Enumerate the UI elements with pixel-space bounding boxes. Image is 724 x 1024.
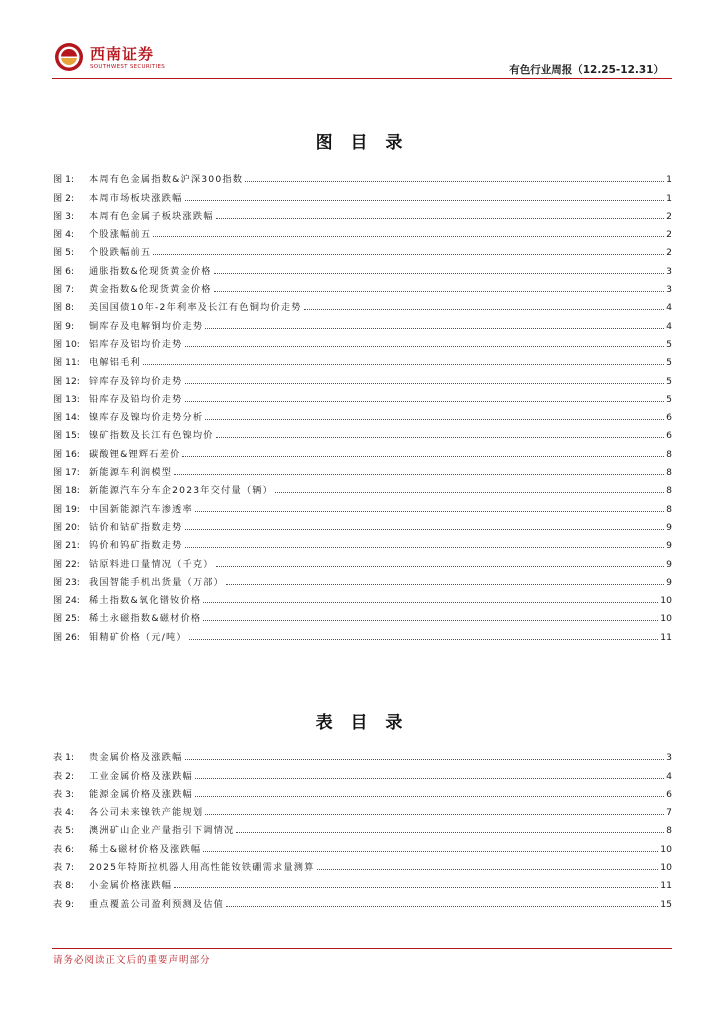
toc-entry[interactable] — [53, 763, 672, 781]
toc-entry-page: 6 — [666, 788, 672, 800]
toc-entry-text: 稀土指数&氧化镨钕价格 — [89, 595, 202, 607]
toc-entry[interactable] — [53, 855, 672, 873]
toc-entry-label: 图 3: — [53, 210, 75, 222]
toc-leader-dots — [203, 620, 658, 621]
toc-leader-dots — [185, 547, 665, 548]
toc-entry-page: 4 — [666, 770, 672, 782]
toc-entry-page: 10 — [660, 843, 672, 855]
toc-entry-text: 本周市场板块涨跌幅 — [89, 192, 183, 204]
header-divider — [52, 78, 672, 79]
tables-toc-title: 表 目 录 — [315, 713, 409, 733]
report-title: 有色行业周报（12.25-12.31） — [509, 64, 664, 76]
toc-leader-dots — [195, 778, 664, 779]
footer-divider — [52, 948, 672, 949]
toc-entry-text: 铜库存及电解铜均价走势 — [89, 320, 204, 332]
toc-entry-page: 9 — [666, 576, 672, 588]
toc-entry-label: 图 6: — [53, 265, 75, 277]
toc-entry[interactable] — [53, 240, 672, 258]
toc-entry-label: 图 7: — [53, 284, 75, 296]
toc-entry-label: 图 15: — [53, 430, 80, 442]
toc-leader-dots — [185, 401, 665, 402]
toc-entry[interactable] — [53, 423, 672, 441]
toc-entry[interactable] — [53, 496, 672, 514]
toc-entry-page: 9 — [666, 521, 672, 533]
toc-entry-label: 图 23: — [53, 576, 80, 588]
toc-entry-page: 5 — [666, 357, 672, 369]
toc-entry-label: 表 2: — [53, 770, 75, 782]
toc-entry-page: 2 — [666, 210, 672, 222]
toc-entry-label: 表 4: — [53, 807, 75, 819]
toc-entry-page: 8 — [666, 485, 672, 497]
toc-leader-dots — [185, 346, 665, 347]
toc-entry[interactable] — [53, 295, 672, 313]
toc-entry-page: 3 — [666, 265, 672, 277]
toc-entry[interactable] — [53, 606, 672, 624]
toc-entry-page: 9 — [666, 540, 672, 552]
toc-entry-page: 8 — [666, 448, 672, 460]
toc-entry[interactable] — [53, 588, 672, 606]
toc-leader-dots — [216, 218, 664, 219]
toc-entry-page: 1 — [666, 174, 672, 186]
toc-entry[interactable] — [53, 185, 672, 203]
toc-entry-page: 4 — [666, 302, 672, 314]
toc-entry-label: 表 9: — [53, 898, 75, 910]
toc-entry-text: 镍矿指数及长江有色镍均价 — [89, 430, 214, 442]
toc-entry-page: 2 — [666, 247, 672, 259]
toc-entry-label: 图 22: — [53, 558, 80, 570]
toc-leader-dots — [185, 383, 665, 384]
toc-entry[interactable] — [53, 836, 672, 854]
toc-entry-label: 表 7: — [53, 862, 75, 874]
toc-leader-dots — [245, 181, 664, 182]
toc-entry-text: 2025年特斯拉机器人用高性能钕铁硼需求量测算 — [89, 862, 315, 874]
toc-entry[interactable] — [53, 891, 672, 909]
toc-leader-dots — [214, 291, 665, 292]
toc-entry[interactable] — [53, 818, 672, 836]
toc-leader-dots — [185, 529, 665, 530]
toc-entry[interactable] — [53, 873, 672, 891]
toc-entry-label: 图 5: — [53, 247, 75, 259]
toc-entry[interactable] — [53, 533, 672, 551]
toc-entry-text: 钨价和钨矿指数走势 — [89, 540, 183, 552]
toc-entry-text: 黄金指数&伦现货黄金价格 — [89, 284, 212, 296]
toc-leader-dots — [143, 364, 664, 365]
brand-name: 西南证券 — [90, 45, 155, 63]
toc-leader-dots — [216, 566, 664, 567]
toc-entry-label: 图 25: — [53, 613, 80, 625]
toc-leader-dots — [174, 474, 664, 475]
toc-entry[interactable] — [53, 387, 672, 405]
toc-entry-page: 5 — [666, 393, 672, 405]
toc-entry-text: 个股跌幅前五 — [89, 247, 152, 259]
toc-entry-label: 图 13: — [53, 393, 80, 405]
toc-entry-text: 本周有色金属子板块涨跌幅 — [89, 210, 214, 222]
toc-entry[interactable] — [53, 570, 672, 588]
toc-entry-label: 图 24: — [53, 595, 80, 607]
toc-entry-page: 11 — [660, 631, 672, 643]
toc-entry-text: 通胀指数&伦现货黄金价格 — [89, 265, 212, 277]
toc-leader-dots — [214, 273, 665, 274]
toc-entry-label: 表 3: — [53, 788, 75, 800]
toc-entry-text: 锌库存及锌均价走势 — [89, 375, 183, 387]
toc-leader-dots — [236, 832, 664, 833]
toc-entry-text: 各公司未来镍铁产能规划 — [89, 807, 204, 819]
toc-entry-page: 4 — [666, 320, 672, 332]
toc-entry-label: 图 14: — [53, 412, 80, 424]
toc-entry-text: 贵金属价格及涨跌幅 — [89, 752, 183, 764]
toc-entry-label: 图 18: — [53, 485, 80, 497]
toc-entry[interactable] — [53, 624, 672, 642]
toc-entry[interactable] — [53, 441, 672, 459]
toc-entry-label: 图 12: — [53, 375, 80, 387]
toc-entry[interactable] — [53, 204, 672, 222]
toc-entry-text: 本周有色金属指数&沪深300指数 — [89, 174, 244, 186]
toc-entry[interactable] — [53, 277, 672, 295]
toc-entry[interactable] — [53, 313, 672, 331]
toc-entry-page: 9 — [666, 558, 672, 570]
toc-entry-text: 铝库存及铝均价走势 — [89, 338, 183, 350]
toc-entry-page: 15 — [660, 898, 672, 910]
toc-entry-page: 3 — [666, 752, 672, 764]
toc-entry-page: 3 — [666, 284, 672, 296]
toc-entry[interactable] — [53, 551, 672, 569]
toc-entry-label: 图 19: — [53, 503, 80, 515]
toc-leader-dots — [203, 851, 658, 852]
toc-entry-label: 图 11: — [53, 357, 80, 369]
toc-leader-dots — [182, 456, 664, 457]
toc-entry-text: 钼精矿价格（元/吨） — [89, 631, 187, 643]
toc-entry-label: 表 8: — [53, 880, 75, 892]
tables-toc-list — [53, 745, 672, 910]
toc-leader-dots — [205, 814, 664, 815]
toc-entry-text: 小金属价格涨跌幅 — [89, 880, 173, 892]
toc-entry-label: 图 4: — [53, 229, 75, 241]
toc-entry-page: 8 — [666, 467, 672, 479]
toc-entry-label: 图 26: — [53, 631, 80, 643]
toc-entry-label: 图 21: — [53, 540, 80, 552]
toc-entry[interactable] — [53, 800, 672, 818]
toc-leader-dots — [185, 759, 665, 760]
toc-entry-text: 我国智能手机出货量（万部） — [89, 576, 225, 588]
toc-leader-dots — [174, 887, 658, 888]
toc-entry-page: 8 — [666, 503, 672, 515]
footer-disclaimer-note: 请务必阅读正文后的重要声明部分 — [53, 955, 211, 966]
toc-entry-text: 中国新能源汽车渗透率 — [89, 503, 193, 515]
toc-entry-label: 图 2: — [53, 192, 75, 204]
toc-entry-page: 10 — [660, 862, 672, 874]
toc-entry[interactable] — [53, 460, 672, 478]
toc-entry-text: 新能源汽车分车企2023年交付量（辆） — [89, 485, 273, 497]
toc-leader-dots — [304, 309, 665, 310]
toc-leader-dots — [195, 511, 664, 512]
toc-entry[interactable] — [53, 350, 672, 368]
toc-leader-dots — [216, 437, 664, 438]
toc-entry-label: 图 10: — [53, 338, 80, 350]
toc-leader-dots — [189, 639, 659, 640]
toc-entry-page: 5 — [666, 338, 672, 350]
toc-entry-page: 2 — [666, 229, 672, 241]
toc-entry-text: 工业金属价格及涨跌幅 — [89, 770, 193, 782]
toc-leader-dots — [275, 492, 664, 493]
toc-entry-text: 电解铝毛利 — [89, 357, 141, 369]
toc-entry-page: 5 — [666, 375, 672, 387]
page-header — [52, 40, 672, 80]
toc-entry[interactable] — [53, 478, 672, 496]
toc-entry-text: 钴原料进口量情况（千克） — [89, 558, 214, 570]
toc-entry-page: 6 — [666, 412, 672, 424]
toc-entry-text: 新能源车利润模型 — [89, 467, 173, 479]
toc-entry[interactable] — [53, 258, 672, 276]
toc-leader-dots — [226, 584, 664, 585]
toc-entry-label: 表 6: — [53, 843, 75, 855]
toc-entry[interactable] — [53, 222, 672, 240]
toc-leader-dots — [153, 236, 664, 237]
toc-entry-label: 表 5: — [53, 825, 75, 837]
figures-toc-title: 图 目 录 — [315, 133, 409, 153]
toc-entry-page: 10 — [660, 595, 672, 607]
toc-entry-text: 镍库存及镍均价走势分析 — [89, 412, 204, 424]
toc-entry-label: 图 8: — [53, 302, 75, 314]
toc-entry[interactable] — [53, 368, 672, 386]
toc-leader-dots — [205, 419, 664, 420]
toc-entry-page: 7 — [666, 807, 672, 819]
toc-entry-text: 铅库存及铅均价走势 — [89, 393, 183, 405]
toc-entry-text: 能源金属价格及涨跌幅 — [89, 788, 193, 800]
toc-entry-label: 图 16: — [53, 448, 80, 460]
toc-entry-page: 8 — [666, 825, 672, 837]
figures-toc-list — [53, 167, 672, 643]
toc-entry-text: 重点覆盖公司盈利预测及估值 — [89, 898, 225, 910]
toc-entry-page: 1 — [666, 192, 672, 204]
toc-entry-label: 图 1: — [53, 174, 75, 186]
toc-leader-dots — [205, 328, 664, 329]
toc-entry-label: 表 1: — [53, 752, 75, 764]
toc-entry-text: 个股涨幅前五 — [89, 229, 152, 241]
toc-leader-dots — [203, 602, 658, 603]
toc-entry[interactable] — [53, 405, 672, 423]
toc-entry[interactable] — [53, 515, 672, 533]
toc-entry-page: 6 — [666, 430, 672, 442]
toc-entry-text: 稀土永磁指数&磁材价格 — [89, 613, 202, 625]
toc-entry[interactable] — [53, 745, 672, 763]
toc-entry-text: 碳酸锂&锂辉石差价 — [89, 448, 181, 460]
toc-entry-text: 澳洲矿山企业产量指引下调情况 — [89, 825, 235, 837]
brand-name-english: SOUTHWEST SECURITIES — [90, 64, 166, 70]
toc-leader-dots — [185, 200, 665, 201]
toc-leader-dots — [153, 254, 664, 255]
toc-entry-text: 美国国债10年-2年利率及长江有色铜均价走势 — [89, 302, 302, 314]
toc-entry[interactable] — [53, 782, 672, 800]
toc-entry-page: 10 — [660, 613, 672, 625]
toc-leader-dots — [317, 869, 659, 870]
toc-entry[interactable] — [53, 167, 672, 185]
toc-entry-label: 图 17: — [53, 467, 80, 479]
toc-entry-page: 11 — [660, 880, 672, 892]
toc-leader-dots — [195, 796, 664, 797]
toc-entry-text: 钴价和钴矿指数走势 — [89, 521, 183, 533]
toc-entry-label: 图 20: — [53, 521, 80, 533]
toc-entry[interactable] — [53, 332, 672, 350]
toc-leader-dots — [226, 906, 658, 907]
toc-entry-label: 图 9: — [53, 320, 75, 332]
toc-entry-text: 稀土&磁材价格及涨跌幅 — [89, 843, 202, 855]
company-logo-icon — [54, 42, 84, 72]
